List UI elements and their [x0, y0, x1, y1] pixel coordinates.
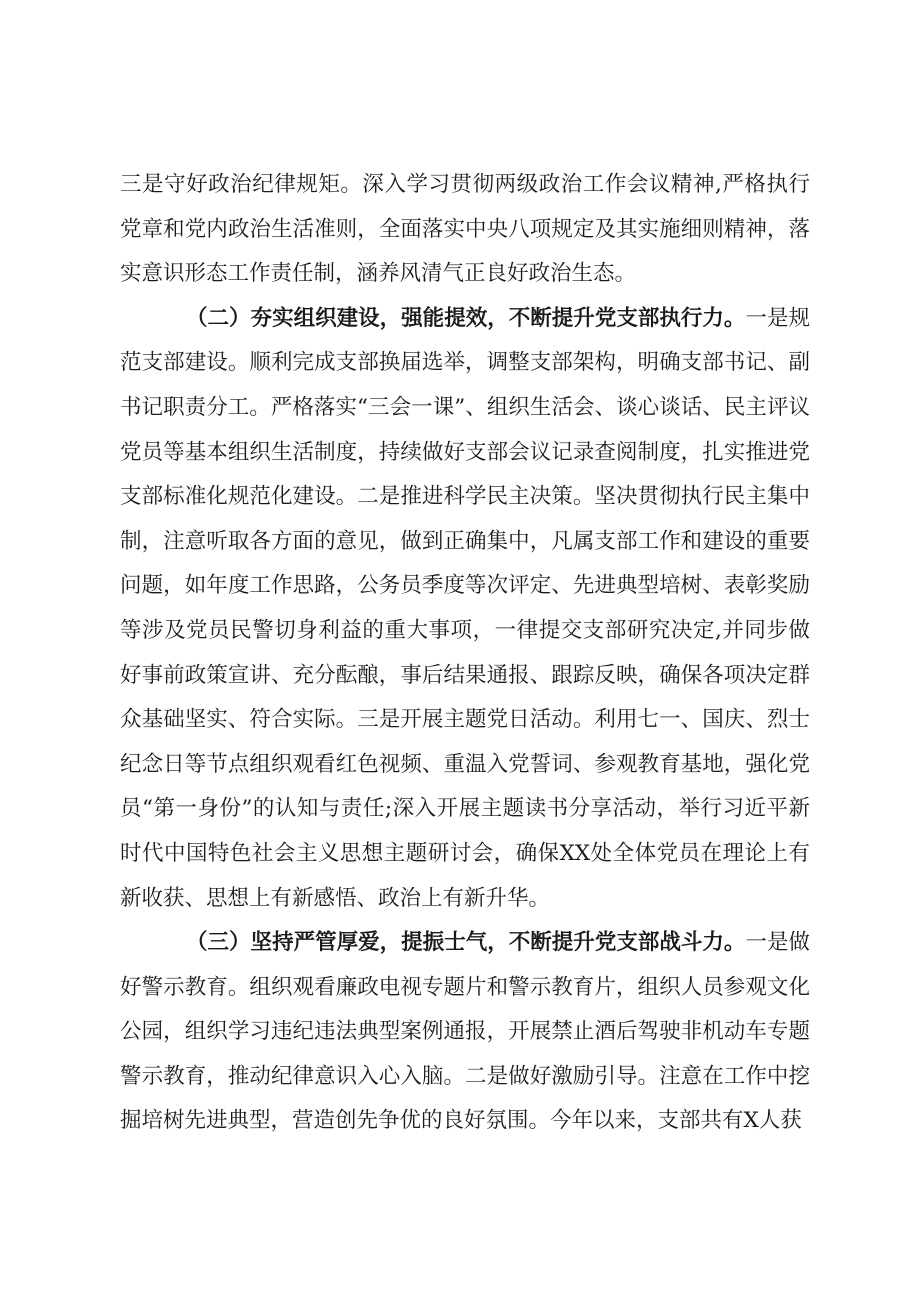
document-body — [120, 163, 810, 1144]
paragraph-political-discipline — [120, 163, 810, 297]
paragraph-text: 一是规范支部建设。顺利完成支部换届选举，调整支部架构，明确支部书记、副书记职责分工。严格落实“三会一课”、组织生活会、谈心谈话、民主评议党员等基本组织生活制度，持续做好支部会议记录查阅制度，扎实推进党支部标准化规范化建设。二是推进科学民主决策。坚决贯彻执行民主集中制，注意听取各方面的意见，做到正确集中，凡属支部工作和建设的重要问题，如年度工作思路，公务员季度等次评定、先进典型培树、表彰奖励等涉及党员民警切身利益的重大事项，一律提交支部研究决定,并同步做好事前政策宣讲、充分酝酿，事后结果通报、跟踪反映，确保各项决定群众基础坚实、符合实际。三是开展主题党日活动。利用七一、国庆、烈士纪念日等节点组织观看红色视频、重温入党誓词、参观教育基地，强化党员“第一身份”的认知与责任;深入开展主题读书分享活动，举行习近平新时代中国特色社会主义思想主题研讨会，确保XX处全体党员在理论上有新收获、思想上有新感悟、政治上有新升华。 — [120, 305, 810, 911]
paragraph-organization-building — [120, 297, 810, 921]
paragraph-strict-management — [120, 921, 810, 1144]
paragraph-text: 一是做好警示教育。组织观看廉政电视专题片和警示教育片，组织人员参观文化公园，组织学习违纪违法典型案例通报，开展禁止酒后驾驶非机动车专题警示教育，推动纪律意识入心入脑。二是做好激励引导。注意在工作中挖掘培树先进典型，营造创先争优的良好氛围。今年以来，支部共有X人获 — [120, 930, 810, 1134]
section-heading: （三）坚持严管厚爱，提振士气，不断提升党支部战斗力。 — [186, 930, 746, 956]
section-heading: （二）夯实组织建设，强能提效，不断提升党支部执行力。 — [186, 305, 746, 331]
paragraph-text: 三是守好政治纪律规矩。深入学习贯彻两级政治工作会议精神,严格执行党章和党内政治生活准则，全面落实中央八项规定及其实施细则精神，落实意识形态工作责任制，涵养风清气正良好政治生态。 — [120, 172, 810, 287]
